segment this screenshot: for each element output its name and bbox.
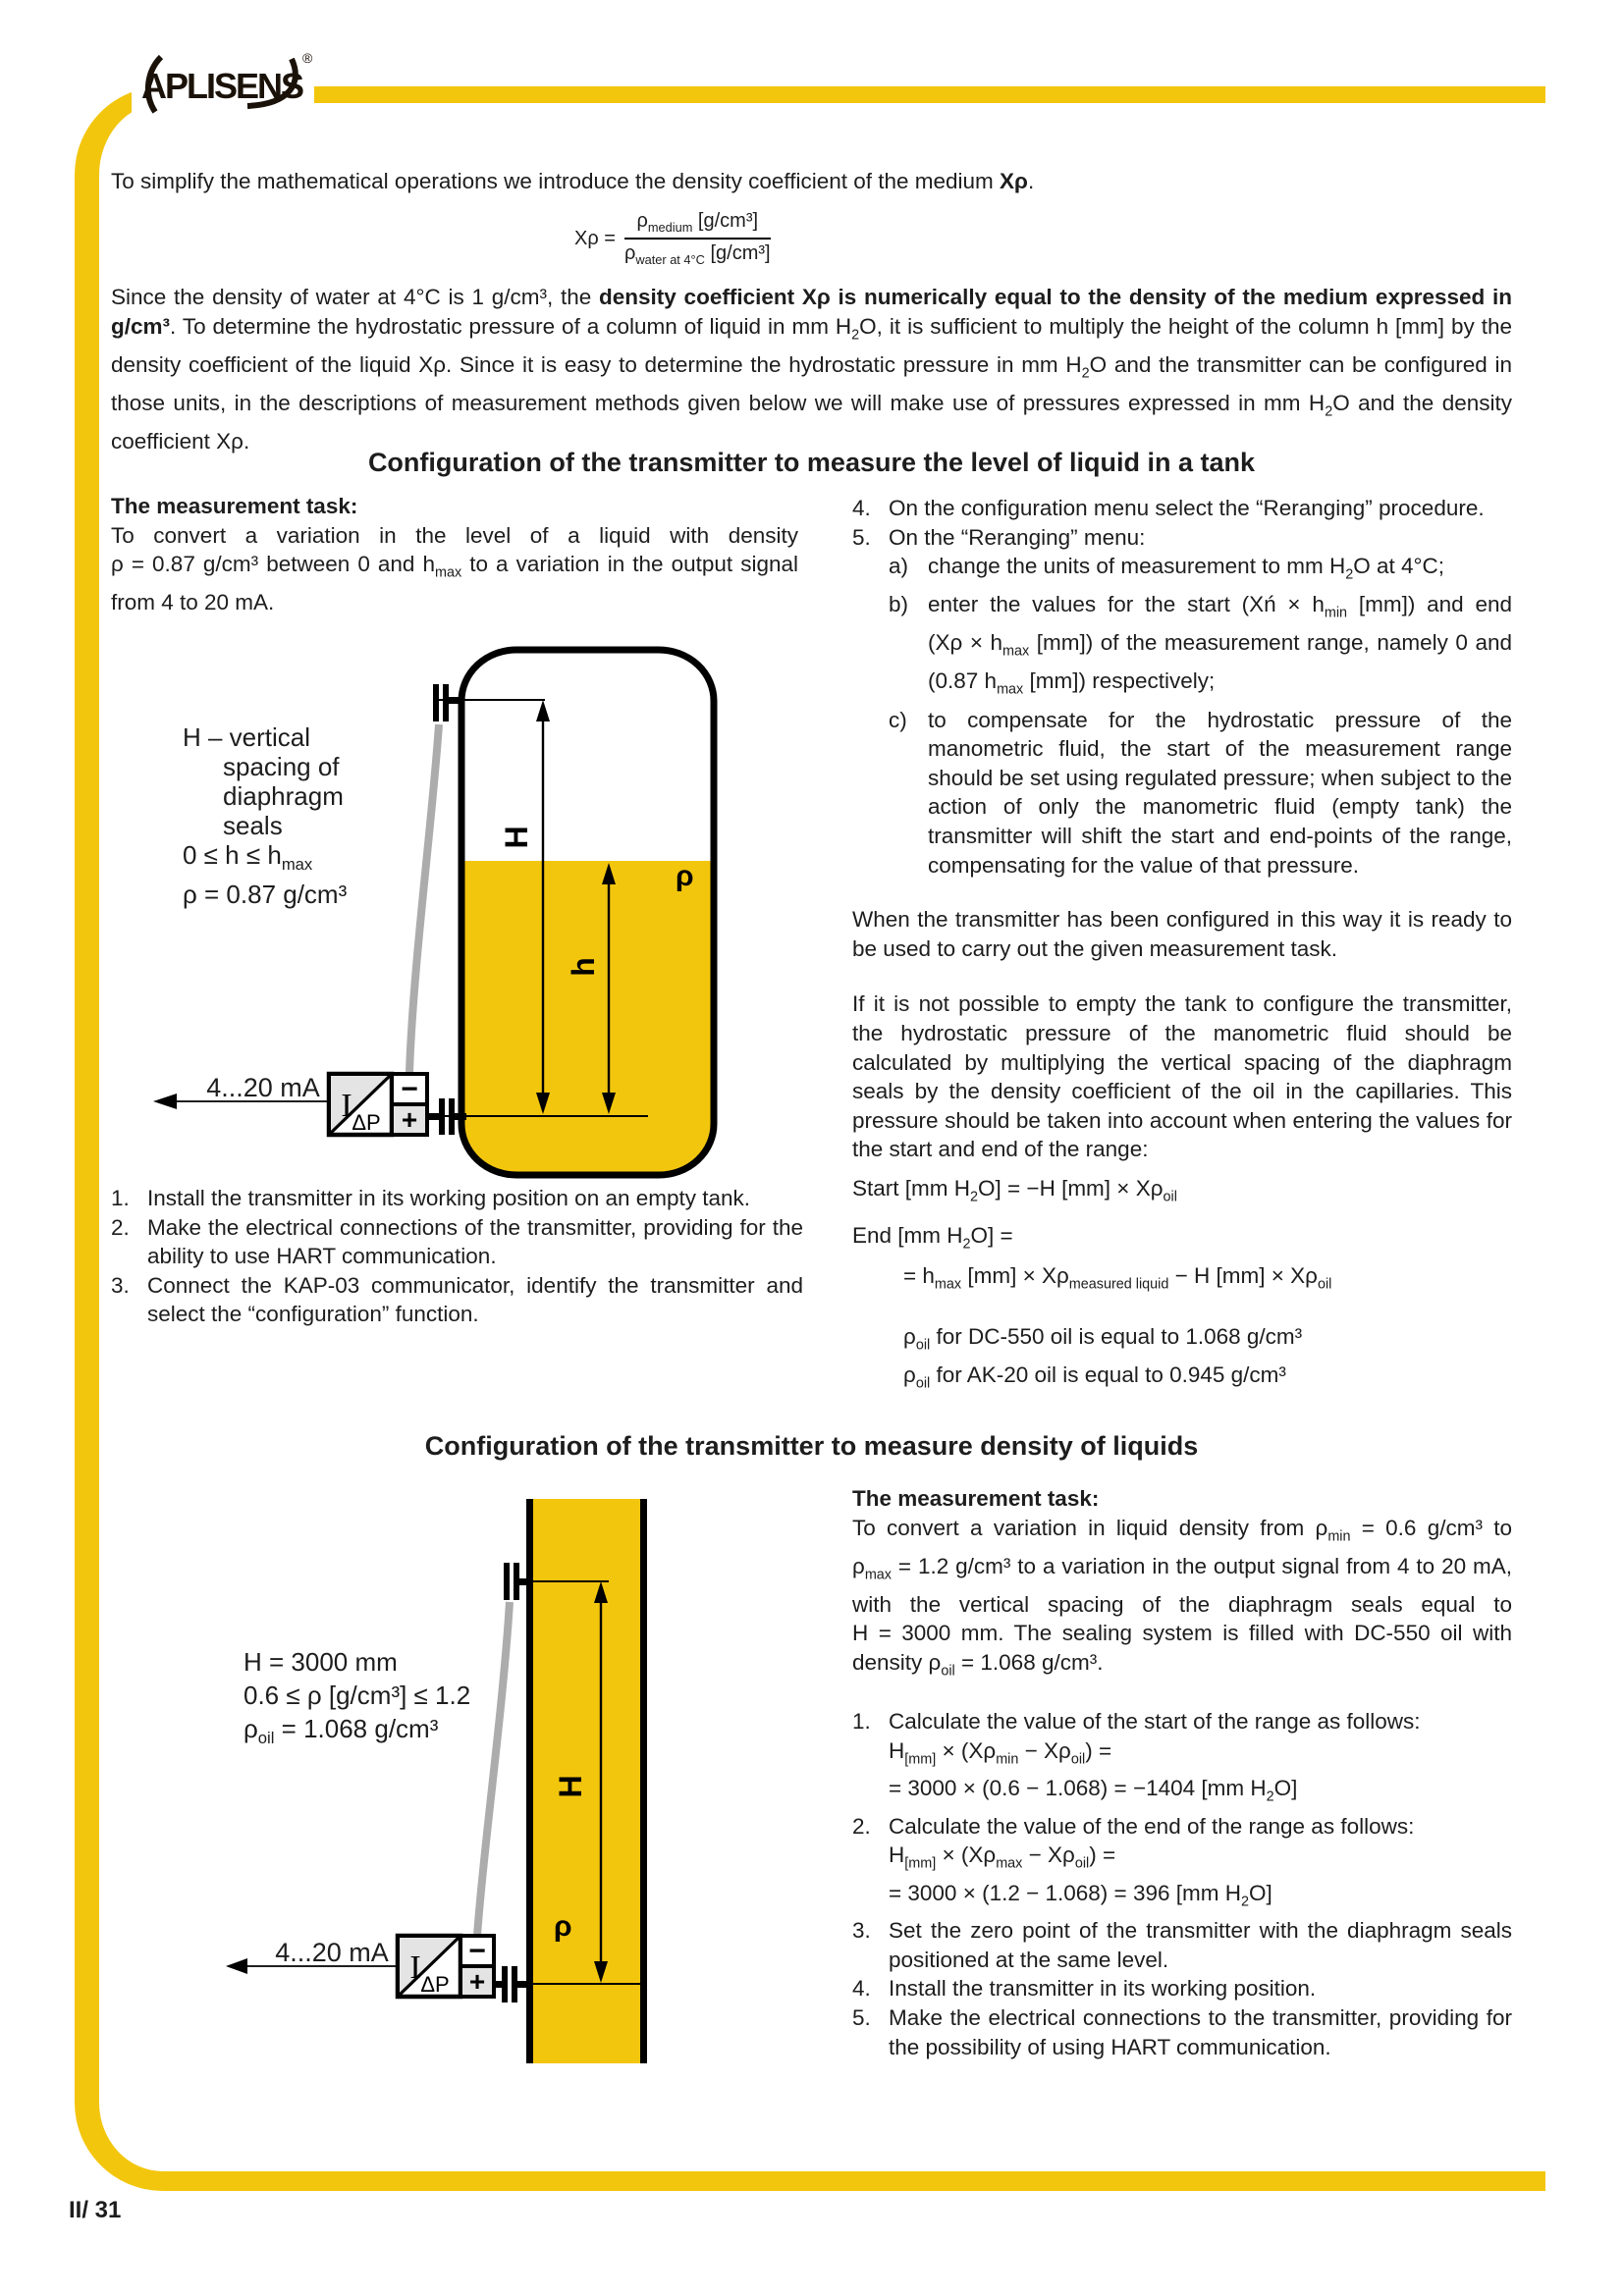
transmitter-dp-label: ΔP: [352, 1110, 381, 1135]
top-flange-bar: [514, 1563, 519, 1600]
oil-density-ak20: $\rho_{oil}$ for AK-20 oil is equal to 0.945 g/cm³: [903, 1362, 1286, 1392]
list-text: enter the values for the start (Xń × $h_{min}$ [mm]) and end ($X\rho \times h_{max}$ [mm]) of the measurement range, namely 0 and (0.87 $h_{max}$ [mm]) respectively;: [928, 592, 1513, 698]
list-number: 5.: [852, 2005, 871, 2031]
list-text: Calculate the value of the start of the range as follows:: [889, 1709, 1421, 1735]
legend-line: H – vertical: [183, 722, 311, 752]
legend-line: H = 3000 mm: [244, 1647, 398, 1677]
density-coefficient-formula: [574, 210, 771, 267]
legend-line: diaphragm: [223, 781, 344, 811]
list-text: Connect the KAP-03 communicator, identify the transmitter and select the “configuration” function.: [147, 1272, 803, 1327]
paragraph-if-not-possible: If it is not possible to empty the tank to configure the transmitter, the hydrostatic pressure of the manometric fluid should be calculated by multiplying the vertical spacing of the diaphragm seals by the density coefficient of the oil in the capillaries. This pressure should be taken into account when entering the values for the start and end of the range:: [852, 991, 1512, 1162]
list-text: Install the transmitter in its working position.: [889, 1976, 1317, 2002]
formula-fraction: [624, 210, 771, 267]
task-text: To convert a variation in liquid density from $\rho_{min} = 0.6$ g/cm³ to $\rho_{max} = 1.2$ g/cm³ to a variation in the output signal from 4 to 20 mA, with the vertical spacing of the diaphragm seals equal to H = 3000 mm. The sealing system is filled with DC-550 oil with density $\rho_{oil} = 1.068$ g/cm³.: [852, 1515, 1513, 1680]
list-number: 1.: [111, 1186, 130, 1210]
step-formula: $H_{[mm]} \times (X\rho_{max} - X\rho_{oil})$ =: [889, 1842, 1116, 1872]
registered-mark: ®: [302, 50, 313, 66]
dim-H-label: H: [553, 1775, 588, 1798]
task-label: The measurement task:: [852, 1486, 1100, 1511]
bottom-flange-stub: [427, 1113, 439, 1120]
transmitter-current-label: I: [409, 1949, 421, 1986]
top-flange-bar: [504, 1563, 510, 1600]
plus-port-label: +: [401, 1104, 418, 1135]
section1-right-column: [852, 494, 1512, 1398]
list-number: 3.: [111, 1272, 130, 1298]
list-item: [111, 1184, 803, 1213]
list-item: [111, 1271, 803, 1329]
task-label: The measurement task:: [111, 494, 358, 518]
tank-liquid: [461, 861, 714, 1175]
list-item: [852, 523, 1512, 553]
page-number: II/ 31: [69, 2197, 122, 2223]
bottom-flange-stub: [494, 1981, 502, 1988]
section1-heading: Configuration of the transmitter to measure the level of liquid in a tank: [367, 448, 1256, 477]
list-number: 1.: [852, 1709, 871, 1735]
list-text: change the units of measurement to mm $H_2O$ at 4°C;: [928, 554, 1445, 583]
aplisens-logo: [132, 41, 314, 132]
task-text: To convert a variation in the level of a liquid with density ρ = 0.87 g/cm³ between 0 and $h_{max}$ to a variation in the output signal from 4 to 20 mA.: [111, 522, 799, 615]
list-number: 4.: [852, 1976, 871, 2002]
list-letter: a): [889, 554, 909, 579]
liquid-density-label: ρ: [676, 860, 694, 892]
aplisens-logo-graphic: [132, 41, 314, 132]
section2-right-column: [852, 1484, 1512, 2061]
bottom-flange-bar: [502, 1966, 508, 2002]
list-item: [852, 1812, 1512, 1917]
transmitter-dp-label: ΔP: [420, 1972, 450, 1997]
logo-text: APLISENS: [140, 66, 303, 106]
tank-level-diagram: [98, 628, 785, 1198]
list-number: 2.: [111, 1214, 130, 1240]
transmitter-symbol: [329, 1073, 427, 1135]
list-text: Calculate the value of the end of the range as follows:: [889, 1813, 1415, 1839]
column-wall-right: [640, 1499, 647, 2063]
top-flange-bar: [443, 684, 449, 721]
dim-h-label: h: [566, 957, 601, 977]
list-subitem: [889, 590, 1512, 705]
list-text: Make the electrical connections of the transmitter, providing for the ability to use HART communication.: [147, 1214, 803, 1269]
output-signal-label: 4...20 mA: [275, 1938, 389, 1967]
minus-port-label: −: [401, 1073, 418, 1105]
list-subitem: [889, 552, 1512, 590]
list-number: 3.: [852, 1918, 871, 1944]
top-flange-bar: [433, 684, 439, 721]
formula-start: Start [mm $H_2O] = -H$ $[mm] \times X\rho_{oil}$: [852, 1175, 1177, 1205]
legend-line: $\rho_{oil} = 1.068$ g/cm³: [244, 1714, 439, 1748]
liquid-density-label: ρ: [554, 1910, 572, 1943]
list-item: [852, 2003, 1512, 2061]
list-item: [852, 1707, 1512, 1812]
section2-heading: Configuration of the transmitter to measure density of liquids: [424, 1431, 1199, 1461]
bottom-flange-stub: [517, 1981, 533, 1988]
list-number: 5.: [852, 524, 871, 550]
legend-condition-rho: ρ = 0.87 g/cm³: [183, 880, 348, 910]
list-text: Install the transmitter in its working position on an empty tank.: [147, 1186, 751, 1210]
bottom-flange-bar: [449, 1098, 455, 1135]
list-number: 2.: [852, 1813, 871, 1839]
section1-left-steps: [111, 1184, 803, 1329]
dim-H-label: H: [499, 826, 534, 849]
output-signal-label: 4...20 mA: [206, 1073, 320, 1102]
list-number: 4.: [852, 496, 871, 520]
output-signal-arrowhead: [226, 1958, 247, 1974]
transmitter-symbol: [398, 1935, 494, 1997]
step-formula-result: = 3000 × (1.2 − 1.068) = 396 [mm $H_2O$]: [889, 1880, 1272, 1910]
paragraph-ready: When the transmitter has been configured in this way it is ready to be used to carry out the given measurement task.: [852, 907, 1512, 961]
list-letter: b): [889, 592, 909, 617]
list-text: to compensate for the hydrostatic pressure of the manometric fluid, the start of the measurement range should be set using regulated pressure; when subject to the action of only the manometric fluid (empty tank) the transmitter will shift the start and end-points of the range, compensating for the value of that pressure.: [928, 707, 1512, 878]
section1-task: [111, 492, 798, 617]
bottom-flange-bar: [512, 1966, 517, 2002]
minus-port-label: −: [468, 1935, 486, 1967]
formula-end-2: = $h_{max}$ $[mm] \times X\rho_{measured liquid} - H$ $[mm] \times X\rho_{oil}$: [903, 1262, 1332, 1293]
formula-denominator: $\rho_{water at 4^\circ C}$ [g/cm³]: [623, 242, 771, 267]
legend-line: 0.6 ≤ ρ [g/cm³] ≤ 1.2: [244, 1681, 471, 1710]
density-column-diagram: [226, 1487, 668, 2076]
list-item: [852, 494, 1512, 523]
oil-density-dc550: $\rho_{oil}$ for DC-550 oil is equal to 1.068 g/cm³: [903, 1324, 1303, 1354]
output-signal-arrowhead: [153, 1094, 177, 1109]
step-formula: $H_{[mm]} \times (X\rho_{min} - X\rho_{oil})$ =: [889, 1737, 1112, 1768]
legend-condition-h: $0 \le h \le h_{max}$: [183, 840, 313, 875]
formula-end: End [mm $H_2O$] =: [852, 1223, 1013, 1253]
list-text: Make the electrical connections to the transmitter, providing for the possibility of using HART communication.: [889, 2005, 1512, 2059]
plus-port-label: +: [468, 1966, 486, 1997]
legend-line: seals: [223, 811, 283, 840]
diagram1-legend: [183, 722, 347, 909]
list-subitem: [889, 706, 1512, 881]
transmitter-current-label: I: [341, 1088, 352, 1124]
list-item: [852, 1974, 1512, 2003]
list-letter: c): [889, 707, 907, 732]
list-text: On the configuration menu select the “Reranging” procedure.: [889, 496, 1485, 520]
formula-numerator: $\rho_{medium}$ [g/cm³]: [624, 210, 771, 240]
capillary-tube: [477, 1602, 510, 1936]
list-item: [111, 1213, 803, 1271]
list-text: Set the zero point of the transmitter with the diaphragm seals positioned at the same level.: [889, 1918, 1512, 1972]
formula-lhs: Xρ =: [574, 227, 616, 249]
step-formula-result: = 3000 × (0.6 − 1.068) = −1404 [mm $H_2O$]: [889, 1776, 1298, 1805]
bottom-flange-stub: [455, 1113, 466, 1120]
capillary-tube: [409, 724, 439, 1072]
bottom-flange-bar: [439, 1098, 445, 1135]
list-item: [852, 1916, 1512, 1974]
diagram2-legend: [244, 1645, 470, 1755]
intro-lead: To simplify the mathematical operations we introduce the density coefficient of the medium Xρ.: [111, 169, 1035, 193]
legend-line: spacing of: [223, 752, 340, 781]
list-text: On the “Reranging” menu:: [889, 524, 1146, 550]
intro-body: Since the density of water at 4°C is 1 g/cm³, the density coefficient Xρ is numerically equal to the density of the medium expressed in g/cm³. To determine the hydrostatic pressure of a column of liquid in mm $H_2O$, it is sufficient to multiply the height of the column h [mm] by the density coefficient of the liquid Xρ. Since it is easy to determine the hydrostatic pressure in mm $H_2O$ and the transmitter can be configured in those units, in the descriptions of measurement methods given below we will make use of pressures expressed in mm $H_2O$ and the density coefficient Xρ.: [111, 285, 1513, 454]
